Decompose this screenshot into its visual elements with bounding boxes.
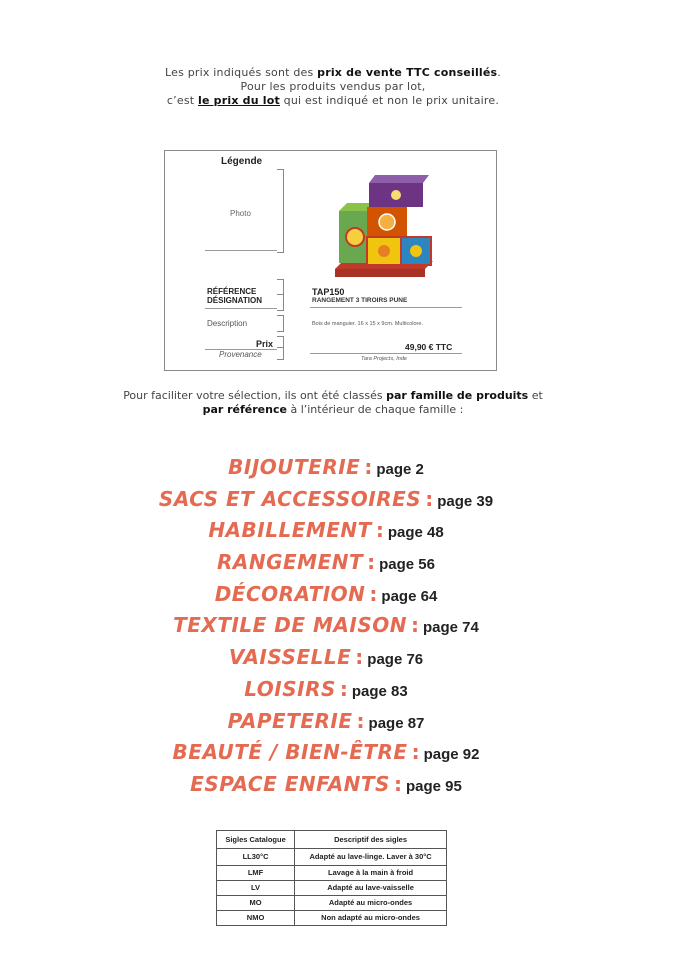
example-reference: TAP150 [312,287,345,297]
toc-item-vaisselle[interactable] [0,642,652,674]
toc-category: TEXTILE DE MAISON [173,613,407,638]
table-of-contents [0,452,652,801]
sorting-note-end: et [528,389,543,402]
intro-line-1-bold: prix de vente TTC conseillés [317,66,498,79]
table-row [217,866,447,881]
legend-title: Légende [221,156,263,167]
toc-category: ESPACE ENFANTS [190,771,390,796]
sigle-description: Adapté au micro-ondes [295,896,447,911]
example-provenance: Tara Projects, Inde [361,356,407,362]
legend-ref-labels [207,287,262,305]
legend-price-bracket [277,336,284,360]
toc-category: LOISIRS [244,676,336,701]
legend-ref-label: RÉFÉRENCE [207,287,257,296]
sigle-code: MO [217,896,295,911]
toc-item-habillement[interactable] [0,515,652,547]
legend-designation-label: DÉSIGNATION [207,296,262,305]
toc-category: SACS ET ACCESSOIRES [158,486,422,511]
sigle-description: Adapté au lave-vaisselle [295,881,447,896]
sorting-note-text: Pour faciliter votre sélection, ils ont été classés [123,389,387,402]
example-ref-underline [310,307,462,308]
intro-line-1-text: Les prix indiqués sont des [164,66,318,79]
legend-provenance-label: Provenance [219,350,262,359]
legend-price-underline [205,349,277,350]
toc-page: page 76 [367,651,424,669]
toc-category: RANGEMENT [216,550,364,575]
legend-ref-underline [205,308,277,309]
toc-item-textile[interactable] [0,610,652,642]
toc-page: page 87 [368,714,425,732]
toc-separator: : [356,708,365,733]
toc-category: BEAUTÉ / BIEN-ÊTRE [172,740,408,765]
intro-line-3-end: qui est indiqué et non le prix unitaire. [279,94,500,107]
toc-category: DÉCORATION [214,581,366,606]
sigle-code: LV [217,881,295,896]
toc-separator: : [425,486,434,511]
sigles-table [216,830,447,926]
product-photo [329,165,439,285]
toc-item-beaute[interactable] [0,737,652,769]
sorting-note [0,389,666,417]
sigles-header-row [217,831,447,849]
toc-page: page 64 [381,587,438,605]
toc-item-rangement[interactable] [0,547,652,579]
table-row [217,849,447,866]
sigle-description: Lavage à la main à froid [295,866,447,881]
toc-separator: : [369,581,378,606]
toc-page: page 74 [423,619,479,637]
sigle-code: LL30°C [217,849,295,866]
toc-item-papeterie[interactable] [0,706,652,738]
legend-ref-tick [277,294,283,295]
intro-line-3-bold: le prix du lot [197,94,280,107]
legend-photo-label: Photo [230,209,251,218]
sorting-note-bold: par famille de produits [386,389,529,402]
toc-separator: : [367,550,376,575]
intro-line-1-end: . [497,66,501,79]
sigle-code: NMO [217,911,295,926]
toc-category: PAPETERIE [227,708,353,733]
legend-photo-bracket [277,169,284,253]
toc-item-bijouterie[interactable] [0,452,652,484]
toc-item-sacs[interactable] [0,484,652,516]
sigle-code: LMF [217,866,295,881]
sorting-note-bold-2: par référence [202,403,287,416]
sigle-description: Non adapté au micro-ondes [295,911,447,926]
table-row [217,896,447,911]
intro-line-3-text: c’est [166,94,198,107]
legend-price-tick [277,347,283,348]
legend-photo-underline [205,250,277,251]
toc-page: page 2 [376,461,424,478]
toc-page: page 92 [423,746,480,764]
toc-separator: : [355,645,364,670]
toc-item-loisirs[interactable] [0,674,652,706]
sigles-header-code: Sigles Catalogue [217,831,295,849]
legend-ref-bracket [277,279,284,311]
table-row [217,911,447,926]
example-price: 49,90 € TTC [405,342,453,352]
toc-item-decoration[interactable] [0,579,652,611]
toc-separator: : [364,455,373,479]
toc-category: BIJOUTERIE [228,455,361,479]
example-price-underline [310,353,462,354]
sorting-note-end-2: à l’intérieur de chaque famille : [286,403,464,416]
intro-line-2: Pour les produits vendus par lot, [240,80,426,93]
toc-page: page 95 [405,777,462,795]
example-designation: RANGEMENT 3 TIROIRS PUNE [312,297,408,304]
legend-desc-bracket [277,315,284,332]
sorting-note-line-2 [0,403,666,417]
toc-category: HABILLEMENT [208,518,372,543]
toc-page: page 39 [437,492,494,510]
toc-separator: : [339,676,348,701]
legend-price-label: Prix [256,339,274,349]
table-row [217,881,447,896]
toc-separator: : [393,771,402,796]
intro-text [0,66,666,108]
legend-description-label: Description [207,319,248,328]
sigles-header-desc: Descriptif des sigles [295,831,447,849]
toc-item-enfants[interactable] [0,769,652,801]
toc-separator: : [375,518,384,543]
sigle-description: Adapté au lave-linge. Laver à 30°C [295,849,447,866]
toc-separator: : [411,740,420,765]
toc-page: page 48 [387,524,444,542]
intro-line-1 [0,66,666,80]
toc-separator: : [411,613,419,638]
toc-category: VAISSELLE [228,645,352,670]
legend-box [164,150,497,371]
toc-page: page 56 [379,556,435,574]
toc-page: page 83 [351,682,408,700]
example-description: Bois de manguier. 16 x 15 x 9cm. Multicolore. [312,321,423,327]
sorting-note-line-1 [0,389,666,403]
intro-line-3 [0,94,666,108]
